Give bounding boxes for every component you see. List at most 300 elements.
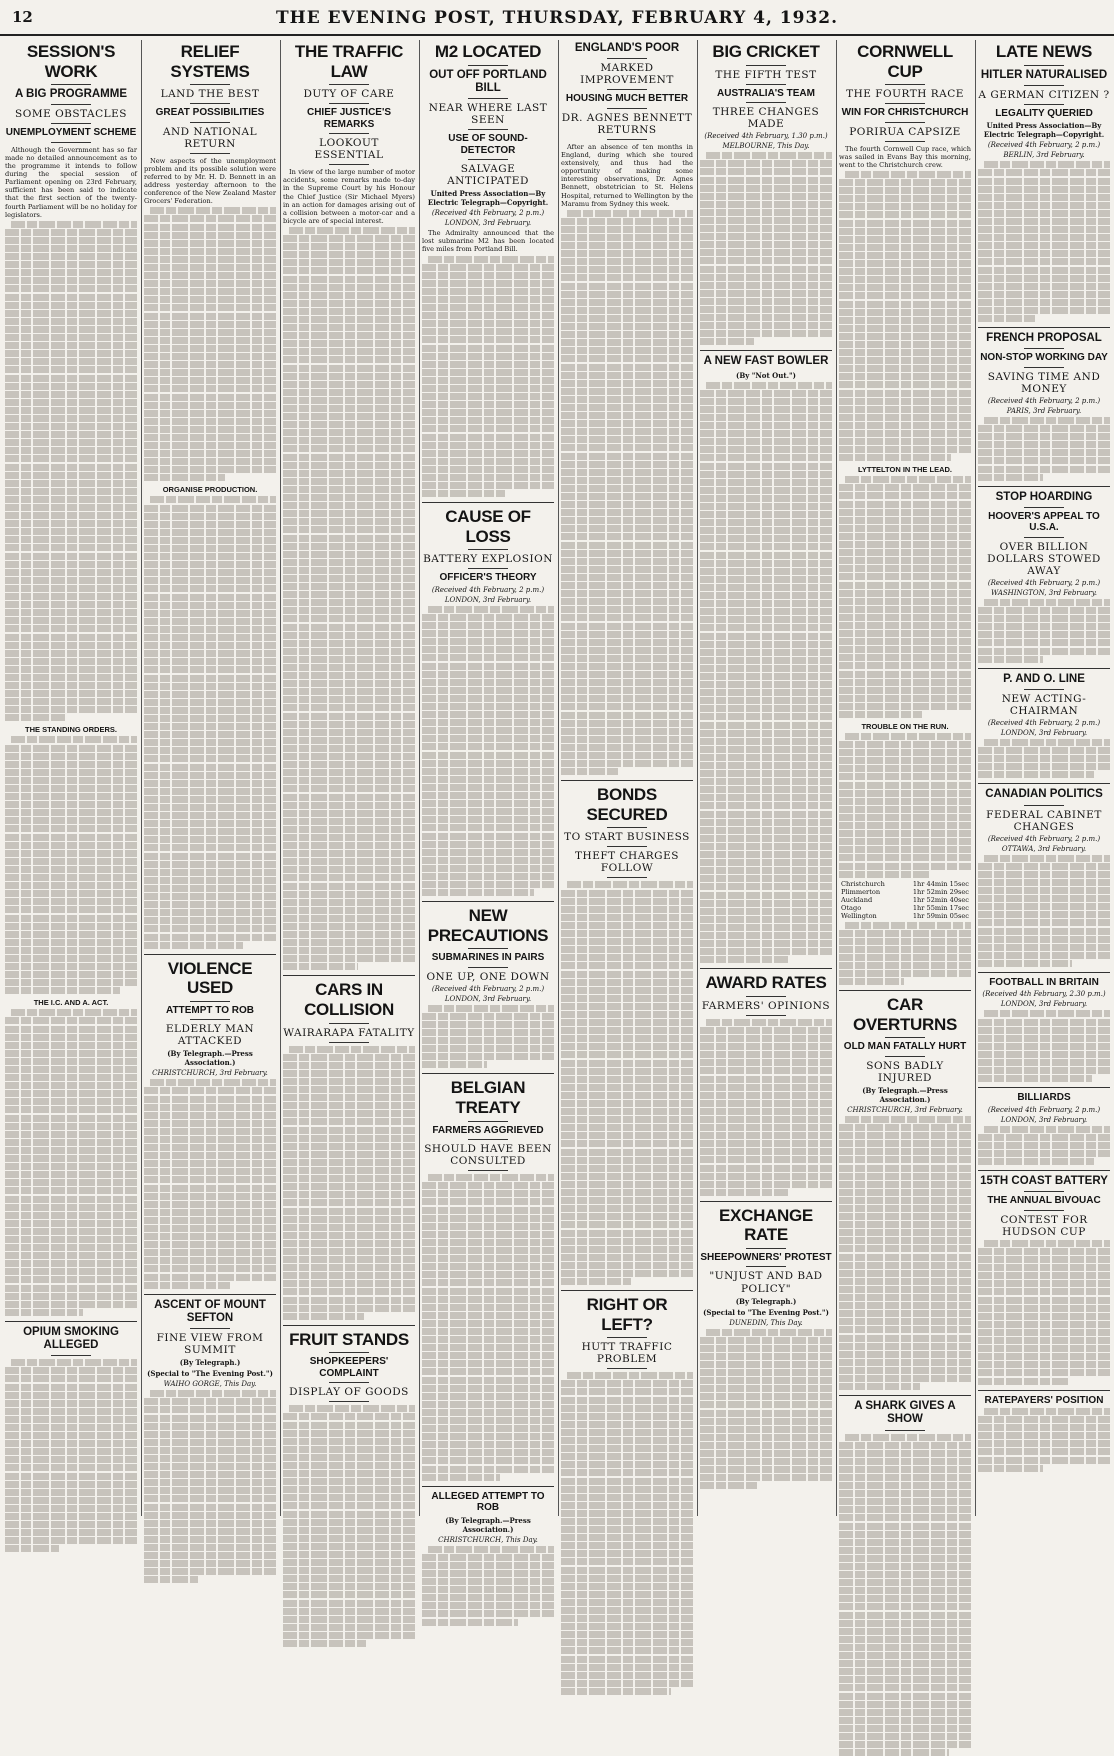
text-line <box>283 559 415 566</box>
text-line <box>561 1068 693 1075</box>
headline: BELGIAN TREATY <box>422 1078 554 1117</box>
text-line <box>839 671 971 678</box>
text-line <box>561 679 693 686</box>
text-line <box>5 431 137 438</box>
text-line <box>144 577 276 584</box>
article-text <box>978 739 1110 778</box>
text-line <box>839 325 971 332</box>
text-line <box>422 434 554 441</box>
text-line <box>839 806 971 813</box>
text-line <box>978 315 1035 322</box>
text-line <box>561 752 693 759</box>
text-line <box>561 315 693 322</box>
text-line <box>561 1429 693 1436</box>
text-line <box>700 1156 832 1163</box>
text-line <box>561 1607 693 1614</box>
text-line <box>422 1336 554 1343</box>
text-line <box>561 606 693 613</box>
text-line <box>5 1301 137 1308</box>
text-line <box>561 1060 693 1067</box>
text-line <box>144 772 276 779</box>
text-line <box>839 1343 971 1350</box>
text-line <box>561 590 693 597</box>
subheadline: TO START BUSINESS <box>561 831 693 843</box>
text-line <box>144 418 276 425</box>
headline: OPIUM SMOKING ALLEGED <box>5 1326 137 1352</box>
dateline: DUNEDIN, This Day. <box>700 1319 832 1327</box>
text-line <box>561 274 693 281</box>
article-text <box>5 1009 137 1315</box>
text-line <box>561 768 618 775</box>
text-line <box>561 1502 693 1509</box>
text-line <box>700 495 832 502</box>
text-line <box>422 1271 554 1278</box>
text-line <box>5 1489 137 1496</box>
story-belgian-treaty <box>422 1078 554 1480</box>
text-line <box>5 947 137 954</box>
story-new-precautions <box>422 906 554 1068</box>
text-line <box>283 1527 415 1534</box>
article-text <box>700 1329 832 1490</box>
text-line <box>839 1229 971 1236</box>
text-line <box>839 1310 971 1317</box>
text-line <box>561 444 693 451</box>
text-line <box>561 1262 693 1269</box>
subheadline: SONS BADLY INJURED <box>839 1060 971 1084</box>
text-line <box>5 1473 137 1480</box>
text-line <box>5 504 137 511</box>
article-text <box>283 1405 415 1647</box>
subheadline: UNEMPLOYMENT SCHEME <box>5 127 137 139</box>
text-line <box>561 525 693 532</box>
text-line <box>700 479 832 486</box>
text-line <box>144 731 276 738</box>
text-line <box>422 304 554 311</box>
text-line <box>978 903 1110 910</box>
text-line <box>700 689 832 696</box>
text-line <box>422 482 554 489</box>
text-line <box>144 909 276 916</box>
text-line <box>283 1430 415 1437</box>
text-line <box>839 454 951 461</box>
headline: M2 LOCATED <box>422 42 554 62</box>
text-line <box>144 699 276 706</box>
text-line <box>283 340 415 347</box>
text-line <box>144 1455 276 1462</box>
text-line <box>283 1094 415 1101</box>
text-line <box>283 429 415 436</box>
text-line <box>144 1209 276 1216</box>
text-line <box>839 1684 971 1691</box>
text-line <box>978 210 1110 217</box>
text-line <box>283 963 358 970</box>
text-line <box>561 485 693 492</box>
text-line <box>561 331 693 338</box>
text-line <box>5 253 137 260</box>
text-line <box>839 962 971 969</box>
received-time: (Received 4th February, 2 p.m.) <box>978 579 1110 587</box>
text-line <box>283 543 415 550</box>
text-line <box>422 743 554 750</box>
text-line <box>978 202 1110 209</box>
text-line <box>978 194 1110 201</box>
text-line <box>845 476 971 483</box>
text-line <box>561 1254 693 1261</box>
text-line <box>839 703 971 710</box>
text-line <box>422 687 554 694</box>
text-line <box>839 373 971 380</box>
text-line <box>561 323 693 330</box>
text-line <box>283 802 415 809</box>
text-line <box>5 642 137 649</box>
text-line <box>706 1329 832 1336</box>
text-line <box>5 1521 137 1528</box>
text-line <box>144 618 276 625</box>
dateline: WAIHO GORGE, This Day. <box>144 1380 276 1388</box>
story-opium-smoking <box>5 1326 137 1553</box>
text-line <box>561 1623 693 1630</box>
received-time: (Received 4th February, 2 p.m.) <box>978 1106 1110 1114</box>
text-line <box>5 1163 137 1170</box>
text-line <box>422 752 554 759</box>
text-line <box>700 649 832 656</box>
text-line <box>144 1504 276 1511</box>
text-line <box>283 721 415 728</box>
dateline: CHRISTCHURCH, 3rd February. <box>144 1069 276 1077</box>
text-line <box>5 593 137 600</box>
text-line <box>839 1644 971 1651</box>
text-line <box>839 236 971 243</box>
text-line <box>978 615 1110 622</box>
text-line <box>422 296 554 303</box>
column-rule <box>558 40 559 1516</box>
text-line <box>283 1519 415 1526</box>
text-line <box>839 1302 971 1309</box>
text-line <box>5 753 137 760</box>
text-line <box>5 1400 137 1407</box>
text-line <box>700 438 832 445</box>
text-line <box>144 675 276 682</box>
text-line <box>561 1043 693 1050</box>
subheadline: SHEEPOWNERS' PROTEST <box>700 1252 832 1264</box>
text-line <box>422 792 554 799</box>
article-text <box>839 922 971 986</box>
text-line <box>422 1053 554 1060</box>
text-line <box>561 736 693 743</box>
text-line <box>422 654 554 661</box>
text-line <box>422 1296 554 1303</box>
subheadline: SOME OBSTACLES <box>5 108 137 120</box>
text-line <box>700 592 832 599</box>
text-line <box>5 553 137 560</box>
text-line <box>283 381 415 388</box>
text-line <box>5 706 137 713</box>
text-line <box>422 638 554 645</box>
headline: BIG CRICKET <box>700 42 832 62</box>
text-line <box>283 1494 415 1501</box>
dateline: LONDON, 3rd February. <box>978 729 1110 737</box>
text-line <box>144 385 276 392</box>
text-line <box>700 1426 832 1433</box>
text-line <box>700 1458 832 1465</box>
text-line <box>5 1196 137 1203</box>
text-line <box>706 382 832 389</box>
text-line <box>978 1150 1110 1157</box>
text-line <box>283 1054 415 1061</box>
text-line <box>150 1390 276 1397</box>
text-line <box>700 1100 832 1107</box>
text-line <box>422 824 554 831</box>
text-line <box>700 1165 832 1172</box>
text-line <box>561 614 693 621</box>
text-line <box>978 1305 1110 1312</box>
text-line <box>144 1112 276 1119</box>
text-line <box>5 439 137 446</box>
text-line <box>283 1264 415 1271</box>
article-text <box>978 417 1110 481</box>
text-line <box>839 1367 971 1374</box>
subheadline: OFFICER'S THEORY <box>422 572 554 584</box>
text-line <box>561 1205 693 1212</box>
text-line <box>422 1207 554 1214</box>
text-line <box>144 877 276 884</box>
text-line <box>706 152 832 159</box>
headline: CAR OVERTURNS <box>839 995 971 1034</box>
text-line <box>700 266 832 273</box>
text-line <box>283 470 415 477</box>
text-line <box>839 430 971 437</box>
text-line <box>700 193 832 200</box>
text-line <box>422 1562 554 1569</box>
text-line <box>5 666 137 673</box>
text-line <box>5 793 137 800</box>
text-line <box>561 372 693 379</box>
text-line <box>700 1361 832 1368</box>
article-text <box>978 855 1110 967</box>
text-line <box>839 1278 971 1285</box>
text-line <box>144 1282 230 1289</box>
text-line <box>144 304 276 311</box>
text-line <box>700 1035 832 1042</box>
text-line <box>978 1256 1110 1263</box>
text-line <box>5 1440 137 1447</box>
text-line <box>839 422 971 429</box>
story-exchange-rate <box>700 1206 832 1490</box>
text-line <box>283 1191 415 1198</box>
text-line <box>283 899 415 906</box>
text-line <box>5 1293 137 1300</box>
text-line <box>561 1084 693 1091</box>
text-line <box>144 828 276 835</box>
text-line <box>839 1523 971 1530</box>
text-line <box>283 365 415 372</box>
text-line <box>5 1179 137 1186</box>
text-line <box>700 908 832 915</box>
text-line <box>283 1248 415 1255</box>
article-text <box>422 1005 554 1069</box>
dateline: LONDON, 3rd February. <box>978 1000 1110 1008</box>
text-line <box>839 622 971 629</box>
article-text <box>978 1010 1110 1082</box>
text-line <box>283 445 415 452</box>
text-line <box>839 1506 971 1513</box>
text-line <box>150 496 276 503</box>
text-line <box>839 179 971 186</box>
text-line <box>5 1082 137 1089</box>
text-line <box>144 345 276 352</box>
text-line <box>422 320 554 327</box>
text-line <box>839 1351 971 1358</box>
text-line <box>144 602 276 609</box>
table-row: Wellington 1hr 59min 05sec <box>841 912 969 920</box>
text-line <box>144 1136 276 1143</box>
headline: FOOTBALL IN BRITAIN <box>978 977 1110 989</box>
text-line <box>5 536 137 543</box>
text-line <box>422 353 554 360</box>
text-line <box>144 1536 276 1543</box>
text-line <box>283 1413 415 1420</box>
text-line <box>144 1398 276 1405</box>
text-line <box>283 947 415 954</box>
text-line <box>5 923 137 930</box>
text-line <box>839 1733 971 1740</box>
text-line <box>422 1554 554 1561</box>
text-line <box>561 299 693 306</box>
text-line <box>422 458 554 465</box>
column-rule <box>975 40 976 1516</box>
text-line <box>5 1416 137 1423</box>
text-line <box>283 1086 415 1093</box>
subheadline: "UNJUST AND BAD POLICY" <box>700 1270 832 1294</box>
text-line <box>422 1393 554 1400</box>
text-line <box>5 1187 137 1194</box>
text-line <box>839 638 971 645</box>
text-line <box>561 1230 693 1237</box>
text-line <box>561 962 693 969</box>
text-line <box>700 1067 832 1074</box>
text-line <box>978 1248 1110 1255</box>
text-line <box>839 381 971 388</box>
text-line <box>144 764 276 771</box>
text-line <box>839 1442 971 1449</box>
text-line <box>283 891 415 898</box>
subheadline: NEAR WHERE LAST SEEN <box>422 102 554 126</box>
text-line <box>283 640 415 647</box>
text-line <box>839 1620 971 1627</box>
text-line <box>144 426 276 433</box>
text-line <box>5 1228 137 1235</box>
text-line <box>5 1204 137 1211</box>
text-line <box>144 650 276 657</box>
text-line <box>561 1140 693 1147</box>
text-line <box>422 663 554 670</box>
text-line <box>144 410 276 417</box>
text-line <box>422 361 554 368</box>
text-line <box>978 1313 1110 1320</box>
text-line <box>422 719 554 726</box>
text-line <box>978 1353 1110 1360</box>
text-line <box>561 1221 693 1228</box>
text-line <box>561 712 693 719</box>
text-line <box>283 591 415 598</box>
text-line <box>5 777 137 784</box>
text-line <box>700 390 832 397</box>
text-line <box>561 396 693 403</box>
text-line <box>561 1035 693 1042</box>
subheadline: CONTEST FOR HUDSON CUP <box>978 1214 1110 1238</box>
story-fruit-stands <box>283 1330 415 1647</box>
subheadline: THE ANNUAL BIVOUAC <box>978 1195 1110 1207</box>
text-line <box>984 855 1110 862</box>
text-line <box>5 874 137 881</box>
text-line <box>839 1717 971 1724</box>
text-line <box>422 1385 554 1392</box>
text-line <box>700 608 832 615</box>
text-line <box>283 1422 415 1429</box>
article-text <box>978 1240 1110 1385</box>
text-line <box>283 624 415 631</box>
text-line <box>839 1595 971 1602</box>
text-line <box>422 474 554 481</box>
text-line <box>144 723 276 730</box>
text-line <box>561 954 693 961</box>
subheadline: THREE CHANGES MADE <box>700 106 832 130</box>
text-line <box>144 844 276 851</box>
text-line <box>144 1544 276 1551</box>
text-line <box>839 357 971 364</box>
text-line <box>839 1701 971 1708</box>
text-line <box>839 1245 971 1252</box>
text-line <box>5 609 137 616</box>
text-line <box>144 402 276 409</box>
text-line <box>283 615 415 622</box>
text-line <box>978 928 1110 935</box>
text-line <box>700 306 832 313</box>
text-line <box>700 1173 832 1180</box>
text-line <box>978 466 1110 473</box>
text-line <box>561 1397 693 1404</box>
text-line <box>561 1246 693 1253</box>
text-line <box>700 1140 832 1147</box>
text-line <box>5 625 137 632</box>
subheadline: FEDERAL CABINET CHANGES <box>978 809 1110 833</box>
text-line <box>422 1288 554 1295</box>
text-line <box>422 1344 554 1351</box>
text-line <box>561 598 693 605</box>
text-line <box>839 863 971 870</box>
article-text <box>561 1372 693 1695</box>
page-number: 12 <box>12 8 33 26</box>
text-line <box>978 895 1110 902</box>
text-line <box>422 1304 554 1311</box>
text-line <box>561 1003 693 1010</box>
text-line <box>561 1494 693 1501</box>
section-subhead: LYTTELTON IN THE LEAD. <box>839 465 971 474</box>
text-line <box>5 931 137 938</box>
subheadline: ONE UP, ONE DOWN <box>422 971 554 983</box>
headline: NEW PRECAUTIONS <box>422 906 554 945</box>
text-line <box>839 1294 971 1301</box>
text-line <box>283 1232 415 1239</box>
story-violence-used <box>144 959 276 1289</box>
text-line <box>283 1438 415 1445</box>
text-line <box>283 284 415 291</box>
text-line <box>422 1578 554 1585</box>
text-line <box>839 1318 971 1325</box>
subheadline: WAIRARAPA FATALITY <box>283 1027 415 1039</box>
text-line <box>5 1017 137 1024</box>
text-line <box>978 623 1110 630</box>
